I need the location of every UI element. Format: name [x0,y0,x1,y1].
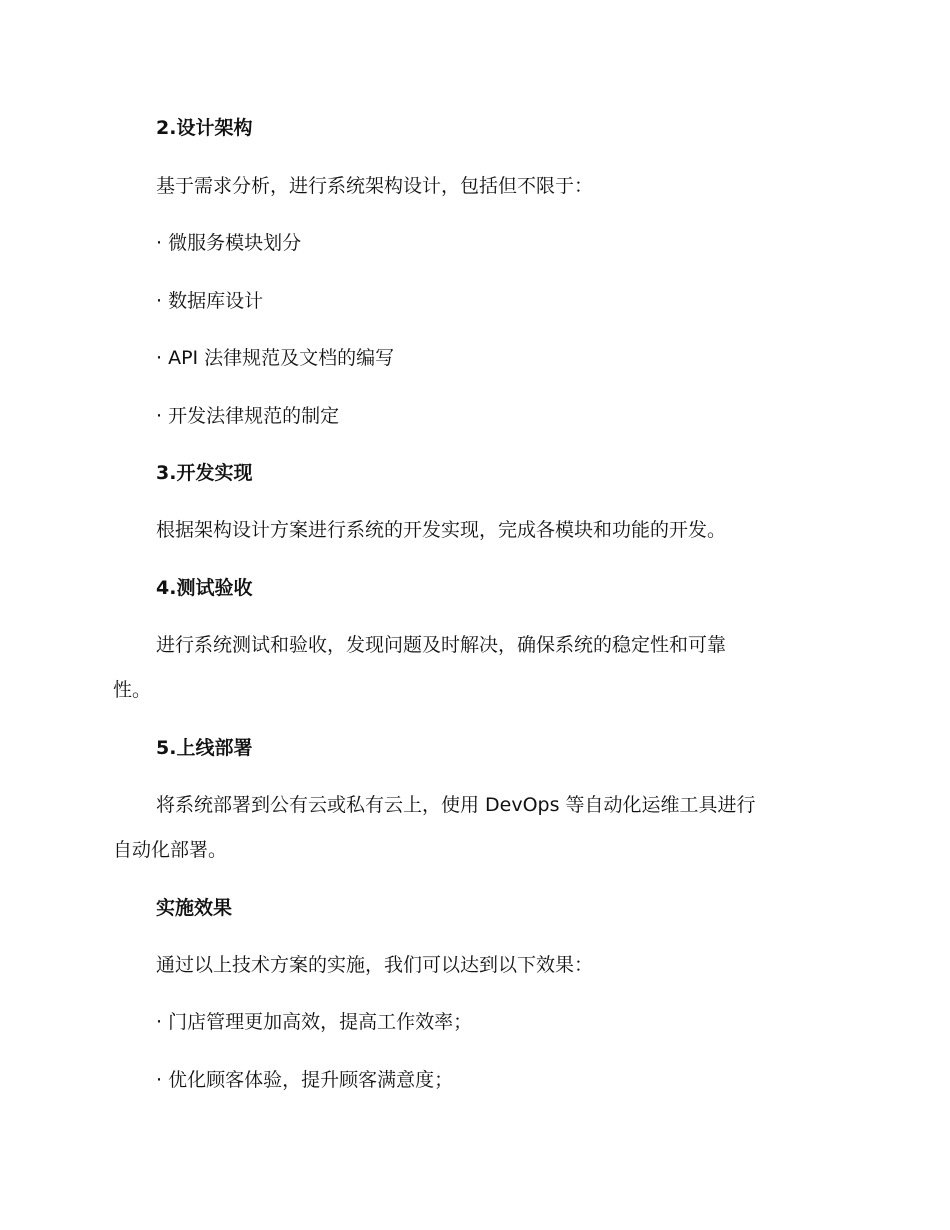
list-item-microservice: · 微服务模块划分 [156,232,302,254]
paragraph-deployment-line-2: 自动化部署。 [113,839,228,861]
section-heading-deployment: 5.上线部署 [156,737,253,759]
list-item-database: · 数据库设计 [156,290,264,312]
section-heading-effects: 实施效果 [156,897,233,919]
list-item-customer-experience: · 优化顾客体验，提升顾客满意度； [156,1069,454,1091]
paragraph-deployment-line-1: 将系统部署到公有云或私有云上，使用 DevOps 等自动化运维工具进行 [156,794,756,816]
list-item-dev-standards: · 开发法律规范的制定 [156,405,340,427]
section-heading-design-architecture: 2.设计架构 [156,117,253,139]
list-item-api-docs: · API 法律规范及文档的编写 [156,347,395,369]
paragraph-testing-line-1: 进行系统测试和验收，发现问题及时解决，确保系统的稳定性和可靠 [156,634,727,656]
section-heading-testing: 4.测试验收 [156,577,253,599]
section-heading-development: 3.开发实现 [156,462,253,484]
paragraph-testing-line-2: 性。 [113,679,152,701]
paragraph-design-intro: 基于需求分析，进行系统架构设计，包括但不限于： [156,175,594,197]
paragraph-development: 根据架构设计方案进行系统的开发实现，完成各模块和功能的开发。 [156,519,727,541]
paragraph-effects-intro: 通过以上技术方案的实施，我们可以达到以下效果： [156,954,594,976]
list-item-store-management: · 门店管理更加高效，提高工作效率； [156,1011,473,1033]
